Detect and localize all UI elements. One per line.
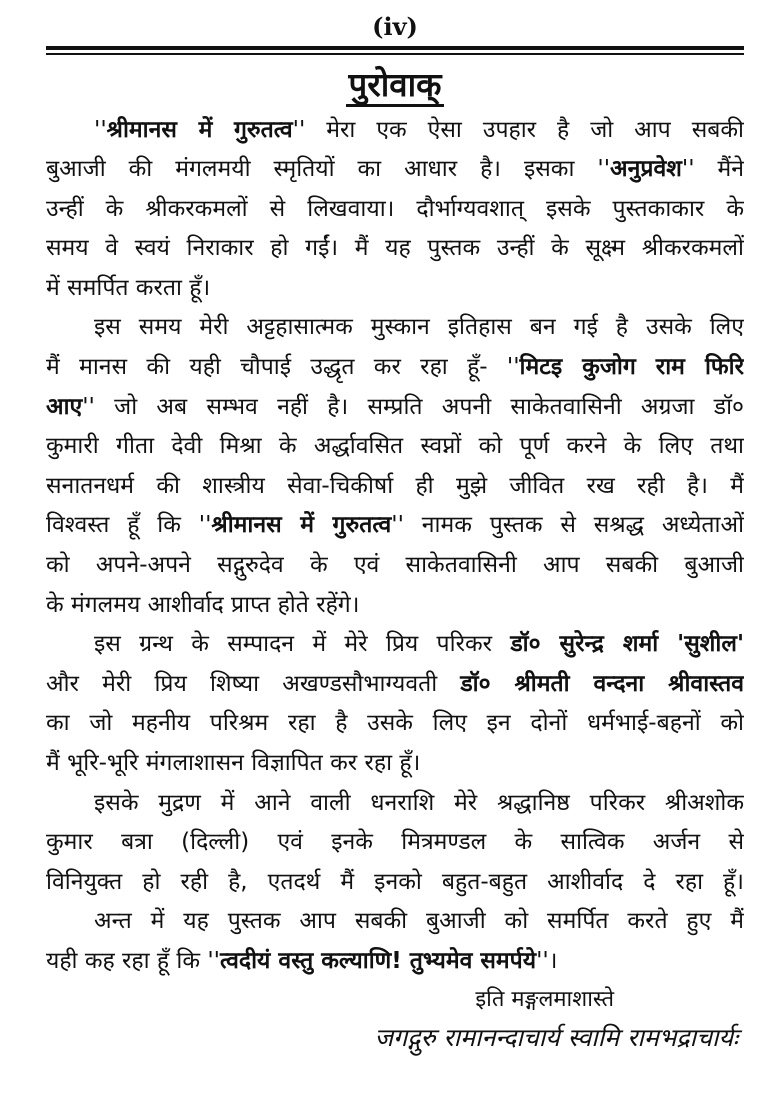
text-run: विश्वस्त हूँ कि '' <box>46 512 212 539</box>
text-line <box>46 506 744 546</box>
text-run: के मंगलमय आशीर्वाद प्राप्त होते रहेंगे। <box>46 591 360 618</box>
author-signature: जगद्गुरु रामानन्दाचार्य स्वामि रामभद्राचार्यः <box>374 1022 738 1052</box>
text-run: को अपने-अपने सद्गुरुदेव के एवं साकेतवासिनी आप सबकी बुआजी <box>46 552 744 579</box>
text-line <box>46 229 744 269</box>
text-line <box>46 665 744 705</box>
text-line <box>46 111 744 151</box>
text-line <box>46 348 744 388</box>
text-run: का जो महनीय परिश्रम रहा है उसके लिए इन दोनों धर्मभाई-बहनों को <box>46 710 744 737</box>
text-line <box>46 308 744 348</box>
text-line <box>46 546 744 586</box>
text-run-bold: अनुप्रवेश <box>610 156 682 183</box>
text-run: कुमार बत्रा (दिल्ली) एवं इनके मित्रमण्डल के सात्विक अर्जन से <box>46 829 744 856</box>
text-line <box>46 586 744 626</box>
text-run-bold: आए <box>46 393 83 420</box>
section-title <box>46 63 744 107</box>
text-run-bold: श्रीमानस में गुरुतत्व <box>106 116 293 143</box>
text-line <box>46 784 744 824</box>
body-text <box>46 111 744 982</box>
text-run: उन्हीं के श्रीकरकमलों से लिखवाया। दौर्भाग्यवशात् इसके पुस्तकाकार के <box>46 195 744 222</box>
text-run: और मेरी प्रिय शिष्या अखण्डसौभाग्यवती <box>46 670 461 697</box>
text-line <box>46 467 744 507</box>
text-line <box>46 625 744 665</box>
text-run: '' <box>94 116 107 143</box>
text-run: विनियुक्त हो रही है, एतदर्थ मैं इनको बहुत-बहुत आशीर्वाद दे रहा हूँ। <box>46 868 744 895</box>
text-run: यही कह रहा हूँ कि '' <box>46 947 220 974</box>
header-rule-thick <box>46 46 744 50</box>
header-rule-thin <box>46 53 744 55</box>
text-run: '' मेरा एक ऐसा उपहार है जो आप सबकी <box>292 116 744 143</box>
text-run-bold: मिटइ कुजोग राम फिरि <box>519 354 744 381</box>
text-run: मैं मानस की यही चौपाई उद्धृत कर रहा हूँ- '' <box>46 354 520 381</box>
text-run: ''। <box>536 947 558 974</box>
text-run: सनातनधर्म की शास्त्रीय सेवा-चिकीर्षा ही मुझे जीवित रख रही है। मैं <box>46 472 744 499</box>
text-run: इस ग्रन्थ के सम्पादन में मेरे प्रिय परिकर <box>94 631 511 658</box>
text-run-bold: त्वदीयं वस्तु कल्याणि! तुभ्यमेव समर्पये <box>220 947 537 974</box>
section-title-text: पुरोवाक् <box>346 65 443 107</box>
text-line <box>46 388 744 428</box>
text-run: '' नामक पुस्तक से सश्रद्ध अध्येताओं <box>391 512 744 539</box>
text-line <box>46 150 744 190</box>
text-run: '' जो अब सम्भव नहीं है। सम्प्रति अपनी साकेतवासिनी अग्रजा डॉ० <box>82 393 744 420</box>
text-line <box>46 863 744 903</box>
text-line <box>46 427 744 467</box>
text-line <box>46 269 744 309</box>
closing-blessing: इति मङ्गलमाशास्ते <box>475 986 614 1012</box>
text-run: इस समय मेरी अट्टहासात्मक मुस्कान इतिहास बन गई है उसके लिए <box>94 314 744 341</box>
text-run: मैं भूरि-भूरि मंगलाशासन विज्ञापित कर रहा हूँ। <box>46 750 421 776</box>
text-run: समय वे स्वयं निराकार हो गईं। मैं यह पुस्तक उन्हीं के सूक्ष्म श्रीकरकमलों <box>46 235 744 262</box>
text-line <box>46 190 744 230</box>
text-line <box>46 704 744 744</box>
text-run-bold: श्रीमानस में गुरुतत्व <box>211 512 392 539</box>
text-line <box>46 942 744 982</box>
text-run: '' मैंने <box>681 156 744 183</box>
text-run: बुआजी की मंगलमयी स्मृतियों का आधार है। इसका '' <box>46 156 611 183</box>
text-line <box>46 902 744 942</box>
text-run: में समर्पित करता हूँ। <box>46 274 211 301</box>
page-number: (iv) <box>372 12 418 41</box>
text-run: कुमारी गीता देवी मिश्रा के अर्द्धावसित स्वप्नों को पूर्ण करने के लिए तथा <box>46 433 744 460</box>
text-line <box>46 823 744 863</box>
text-run-bold: डॉ० श्रीमती वन्दना श्रीवास्तव <box>460 670 744 697</box>
text-run-bold: डॉ० सुरेन्द्र शर्मा 'सुशील' <box>510 631 744 658</box>
text-line <box>46 744 744 784</box>
text-run: इसके मुद्रण में आने वाली धनराशि मेरे श्रद्धानिष्ठ परिकर श्रीअशोक <box>94 789 744 816</box>
text-run: अन्त में यह पुस्तक आप सबकी बुआजी को समर्पित करते हुए मैं <box>94 908 744 935</box>
